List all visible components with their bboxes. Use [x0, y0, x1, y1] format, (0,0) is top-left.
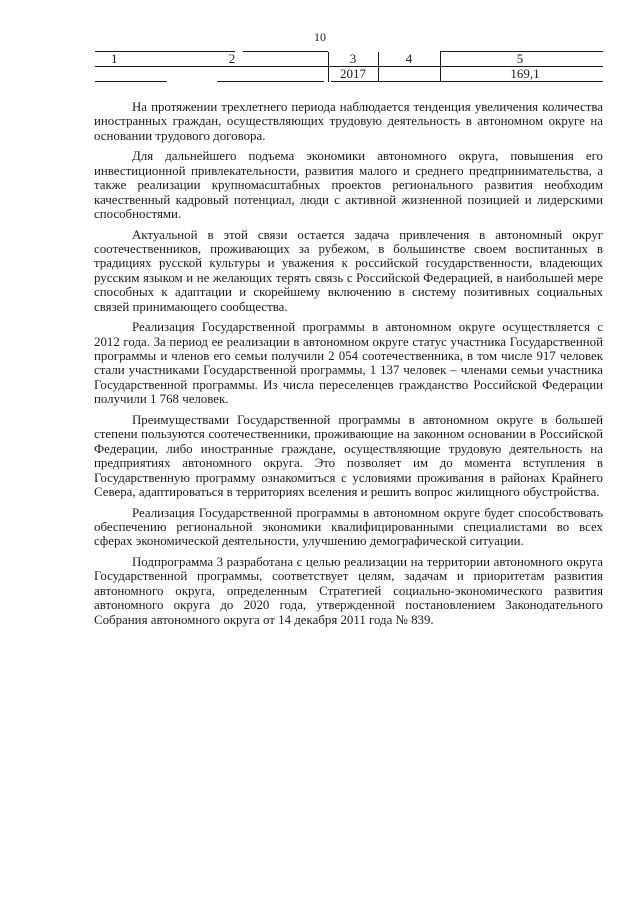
table-header-cell: 2 — [228, 51, 236, 66]
table-fragment — [95, 44, 603, 88]
paragraph: Реализация Государственной программы в автономном округе осуществляется с 2012 года. За период ее реализации в автономном округе статус участника Государственной программы и членов его семьи получили 2 054 соотечественника, в том числе 917 человек стали участниками Государственной программы, 1 137 человек – членами семьи участника Государственной программы. Из числа переселенцев гражданство Российской Федерации получили 1 768 человек. — [94, 320, 603, 407]
table-rule — [440, 52, 441, 82]
table-header-cell: 3 — [349, 51, 357, 66]
paragraph: Актуальной в этой связи остается задача привлечения в автономный округ соотечественников, проживающих за рубежом, в большинстве своем воспитанных в традициях русской культуры и уважения к российской государственности, владеющих русским языком и не желающих терять связь с Российской Федерацией, в наибольшей мере способных к адаптации и скорейшему включению в систему позитивных социальных связей принимающего сообщества. — [94, 227, 603, 314]
table-header-cell: 1 — [111, 51, 118, 66]
table-header-cell: 4 — [405, 51, 413, 66]
paragraph: На протяжении трехлетнего периода наблюдается тенденция увеличения количества иностранных граждан, осуществляющих трудовую деятельность в автономном округе на основании трудового договора. — [94, 100, 603, 143]
paragraph: Для дальнейшего подъема экономики автономного округа, повышения его инвестиционной привлекательности, развития малого и среднего предпринимательства, а также реализации крупномасштабных проектов регионального развития необходим качественный кадровый потенциал, люди с активной жизненной позицией и лидерскими способностями. — [94, 149, 603, 222]
table-rule — [217, 81, 324, 82]
table-rule — [331, 81, 603, 82]
table-rule — [95, 81, 167, 82]
page-number: 10 — [314, 30, 326, 44]
paragraph: Подпрограмма 3 разработана с целью реализации на территории автономного округа Государственной программы, соответствует целям, задачам и приоритетам развития автономного округа, определенным Стратегией социально-экономического развития автономного округа до 2020 года, утвержденной постановлением Законодательного Собрания автономного округа от 14 декабря 2011 года № 839. — [94, 554, 603, 627]
table-cell-year: 2017 — [340, 66, 366, 81]
table-cell-value: 169,1 — [510, 66, 540, 81]
paragraph: Преимуществами Государственной программы в автономном округе в большей степени пользуются соотечественники, проживающие на законном основании в Российской Федерации, либо иностранные граждане, осуществляющие трудовую деятельность на предприятиях автономного округа. Это позволяет им до момента вступления в Государственную программу ознакомиться с условиями проживания в районах Крайнего Севера, адаптироваться в территориях вселения и решить вопрос жилищного обустройства. — [94, 412, 603, 499]
table-header-cell: 5 — [516, 51, 524, 66]
document-body — [94, 100, 603, 633]
paragraph: Реализация Государственной программы в автономном округе будет способствовать обеспечению региональной экономики квалифицированными специалистами во всех сферах экономической деятельности, улучшению демографической ситуации. — [94, 505, 603, 549]
